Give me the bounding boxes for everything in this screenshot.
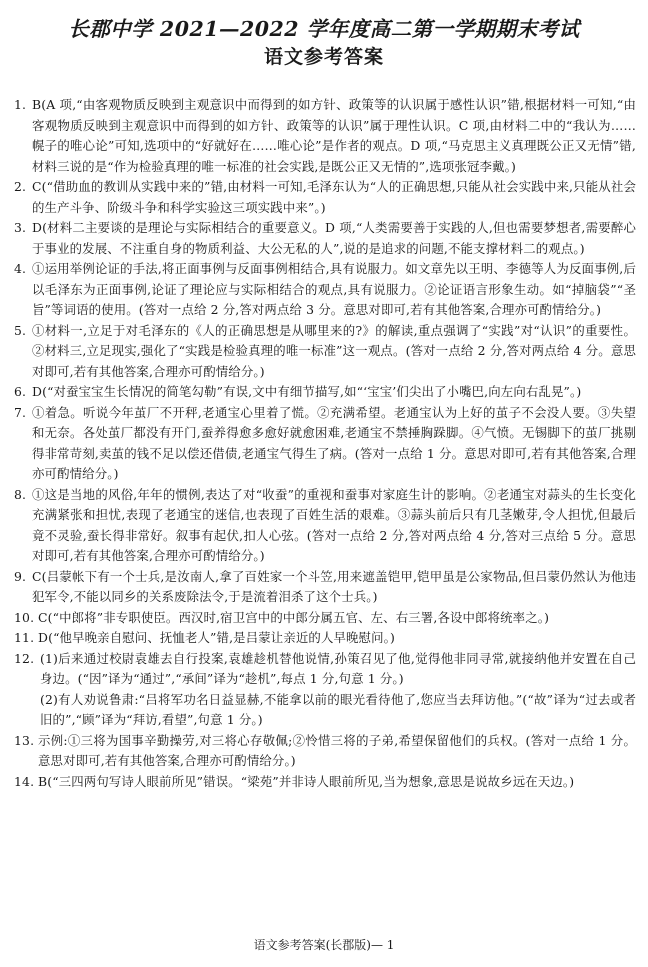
answer-number: 9.	[14, 568, 27, 584]
answer-text: ①着急。听说今年茧厂不开秤,老通宝心里着了慌。②充满希望。老通宝认为上好的茧子不会没人要。③失望和无奈。各处茧厂都没有开门,蚕养得愈多愈好就愈困难,老通宝不禁捶胸跺脚。④气愤。无锡脚下的茧厂挑剔得非常苛刻,卖茧的钱不足以偿还借债,老通宝气得生了病。(答对一点给 1 分。意思对即可,若有其他答案,合理亦可酌情给分。)	[32, 404, 636, 481]
answer-subitem-1: (1)后来通过校尉袁雄去自行投案,袁雄趁机替他说情,孙策召见了他,觉得他非同寻常,就接纳他并安置在自己身边。(“因”译为“通过”,“承间”译为“趁机”,每点 1 分,句意 1 分。)	[40, 650, 636, 686]
answer-text: C(“借助血的教训从实践中来的”错,由材料一可知,毛泽东认为“人的正确思想,只能从社会实践中来,只能从社会的生产斗争、阶级斗争和科学实验这三项实践中来”。)	[32, 179, 636, 215]
answer-text: ①这是当地的风俗,年年的惯例,表达了对“收蚕”的重视和蚕事对家庭生计的影响。②老通宝对蒜头的生长变化充满紧张和担忧,表现了老通宝的迷信,也表现了百姓生活的艰难。③蒜头前后只有几茎嫩芽,令人担忧,但最后竟不灵验,蚕长得非常好。叙事有起伏,扣人心弦。(答对一点给 2 分,答对两点给 4 分,答对三点给 5 分。意思对即可,若有其他答案,合理亦可酌情给分。)	[32, 486, 636, 563]
answer-text: C(“中郎将”非专职使臣。西汉时,宿卫宫中的中郎分属五官、左、右三署,各设中郎将统率之。)	[38, 609, 550, 625]
answer-text: ①运用举例论证的手法,将正面事例与反面事例相结合,具有说服力。如文章先以王明、李德等人为反面事例,后以毛泽东为正面事例,论证了理论应与实际相结合的观点,具有说服力。②论证语言形象生动。如“掉脑袋”“圣旨”等词语的使用。(答对一点给 2 分,答对两点给 3 分。意思对即可,若有其他答案,合理亦可酌情给分。)	[32, 261, 636, 317]
answer-text: 示例:①三将为国事辛勤操劳,对三将心存敬佩;②怜惜三将的子弟,希望保留他们的兵权。(答对一点给 1 分。意思对即可,若有其他答案,合理亦可酌情给分。)	[38, 732, 636, 768]
answer-number: 5.	[14, 322, 27, 338]
answer-number: 4.	[14, 261, 27, 276]
answer-number: 12.	[14, 650, 35, 666]
answer-item-13	[14, 731, 636, 772]
answer-item-6	[14, 382, 636, 403]
answer-number: 2.	[14, 179, 27, 194]
answer-item-3	[14, 218, 636, 259]
answer-item-2	[14, 177, 636, 218]
answer-item-12	[14, 649, 636, 731]
answer-item-11	[14, 628, 636, 649]
answer-text: B(“三四两句写诗人眼前所见”错误。“梁苑”并非诗人眼前所见,当为想象,意思是说故乡远在天边。)	[38, 773, 575, 789]
answer-item-14	[14, 772, 636, 793]
answer-number: 7.	[14, 404, 27, 420]
answer-number: 6.	[14, 384, 27, 399]
answer-number: 11.	[14, 630, 35, 645]
answer-number: 1.	[14, 97, 27, 112]
answer-text: D(“他早晚亲自慰问、抚恤老人”错,是吕蒙让亲近的人早晚慰问。)	[38, 630, 395, 645]
answer-item-7	[14, 403, 636, 485]
answer-list	[14, 95, 636, 792]
answer-number: 3.	[14, 220, 27, 235]
answer-item-5	[14, 321, 636, 383]
page-footer: 语文参考答案(长郡版)— 1	[253, 938, 395, 952]
answer-item-8	[14, 485, 636, 567]
answer-item-10	[14, 608, 636, 629]
exam-title: 长郡中学 2021—2022 学年度高二第一学期期末考试	[68, 17, 580, 41]
answer-text: B(A 项,“由客观物质反映到主观意识中而得到的如方针、政策等的认识属于感性认识”错,根据材料一可知,“由客观物质反映到主观意识中而得到的如方针、政策等的认识”属于理性认识。C 项,由材料二中的“我认为……幌子的唯心论”可知,选项中的“好就好在……唯心论”是作者的观点。D 项,“马克思主义真理既公正又无情”错,材料三说的是“作为检验真理的唯一标准的社会实践,是既公正又无情的”,选项张冠李戴。)	[32, 97, 636, 174]
answer-text: D(材料二主要谈的是理论与实际相结合的重要意义。D 项,“人类需要善于实践的人,但也需要梦想者,需要醉心于事业的发展、不注重自身的物质利益、大公无私的人”,说的是追求的问题,不能支撑材料二的观点。)	[32, 220, 636, 256]
answer-number: 10.	[14, 609, 35, 625]
answer-text: ①材料一,立足于对毛泽东的《人的正确思想是从哪里来的?》的解读,重点强调了“实践”对“认识”的重要性。②材料三,立足现实,强化了“实践是检验真理的唯一标准”这一观点。(答对一点给 2 分,答对两点给 4 分。意思对即可,若有其他答案,合理亦可酌情给分。)	[32, 322, 636, 379]
answer-item-1	[14, 95, 636, 177]
answer-item-9	[14, 567, 636, 608]
answer-text: D(“对蚕宝宝生长情况的简笔勾勒”有误,文中有细节描写,如“‘宝宝’们尖出了小嘴巴,向左向右乱晃”。)	[32, 384, 582, 399]
answer-number: 13.	[14, 732, 35, 748]
document-subtitle: 语文参考答案	[263, 46, 384, 68]
answer-number: 8.	[14, 486, 27, 502]
answer-text: C(吕蒙帐下有一个士兵,是汝南人,拿了百姓家一个斗笠,用来遮盖铠甲,铠甲虽是公家物品,但吕蒙仍然认为他违犯军令,不能以同乡的关系废除法令,于是流着泪杀了这个士兵。)	[32, 568, 636, 604]
answer-number: 14.	[14, 773, 35, 789]
answer-item-4	[14, 259, 636, 321]
answer-subitem-2: (2)有人劝说鲁肃:“吕将军功名日益显赫,不能拿以前的眼光看待他了,您应当去拜访他。”(“故”译为“过去或者旧的”,“顾”译为“拜访,看望”,句意 1 分。)	[40, 691, 636, 727]
